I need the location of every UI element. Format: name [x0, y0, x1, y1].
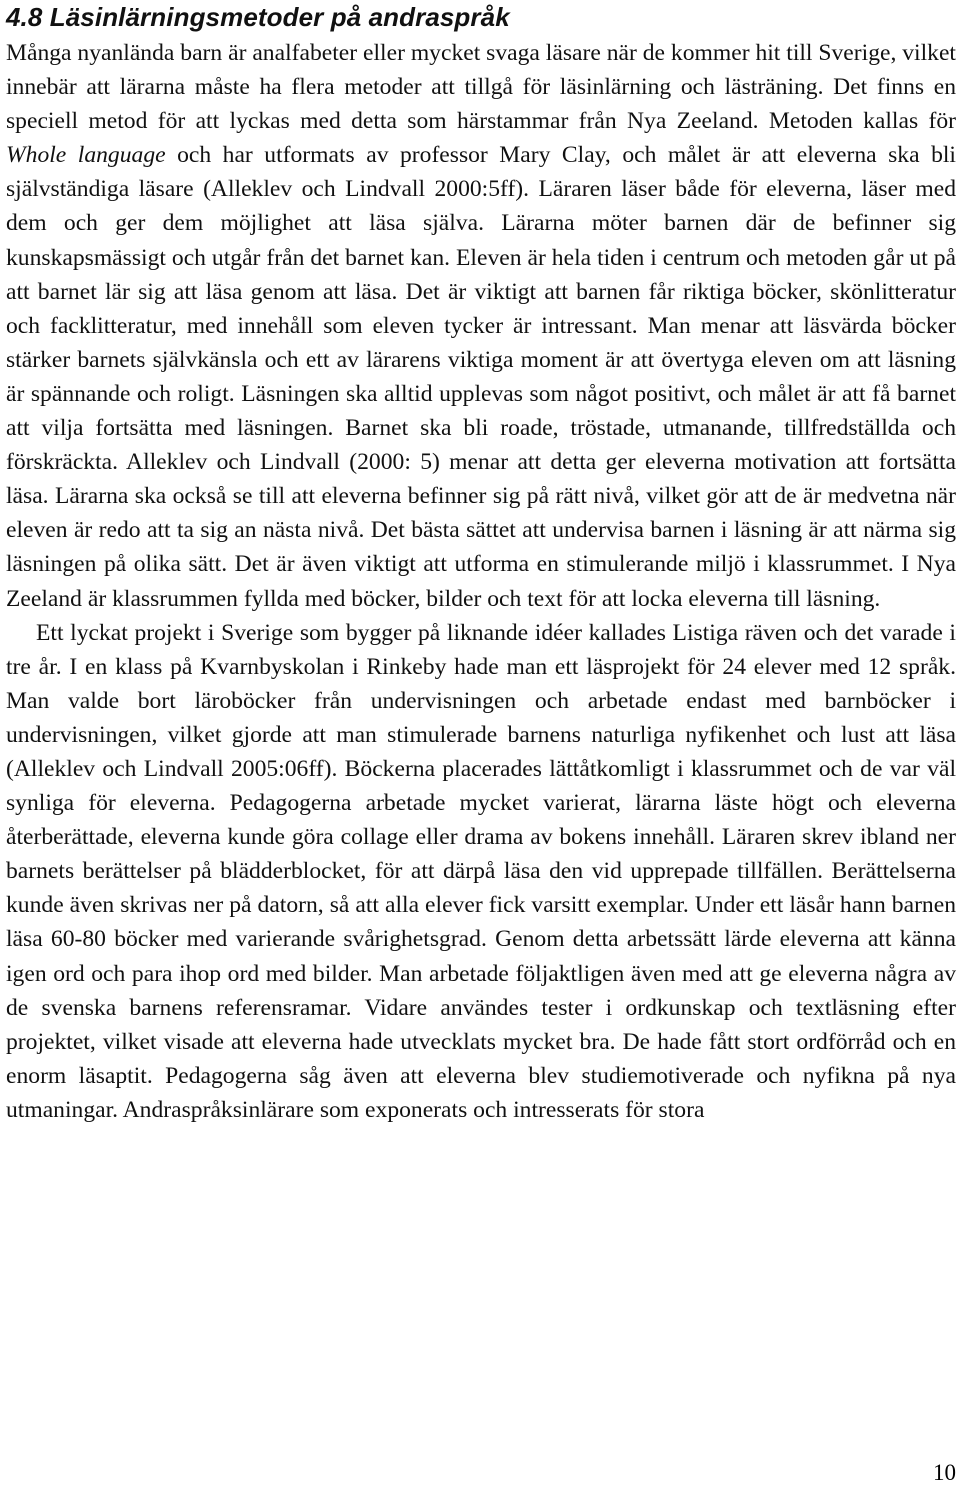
page-number: 10 — [933, 1460, 956, 1485]
paragraph-1 — [6, 36, 956, 616]
method-name-italic: Whole language — [6, 142, 166, 169]
section-heading: 4.8 Läsinlärningsmetoder på andraspråk — [6, 2, 510, 32]
paragraph-1-text-b: och har utformats av professor Mary Clay, och målet är att eleverna ska bli självständiga läsare (Alleklev och Lindvall 2000:5ff). Läraren läser både för eleverna, läser med dem och ger dem möjlighet att läsa själva. Lärarna möter barnen där de befinner sig kunskapsmässigt och utgår från det barnet kan. Eleven är hela tiden i centrum och metoden går ut på att barnet lär sig att läsa genom att läsa. Det är viktigt att barnen får riktiga böcker, skönlitteratur och facklitteratur, med innehåll som eleven tycker är intressant. Man menar att läsvärda böcker stärker barnets självkänsla och ett av lärarens viktiga moment är att övertyga eleven om att läsning är spännande och roligt. Läsningen ska alltid upplevas som något positivt, och målet är att få barnet att vilja fortsätta med läsningen. Barnet ska bli roade, tröstade, utmanande, tillfredställda och förskräckta. Alleklev och Lindvall (2000: 5) menar att detta ger eleverna motivation att fortsätta läsa. Lärarna ska också se till att eleverna befinner sig på rätt nivå, vilket gör att de är medvetna när eleven är redo att ta sig an nästa nivå. Det bästa sättet att undervisa barnen i läsning är att närma sig läsningen på olika sätt. Det är även viktigt att utforma en stimulerande miljö i klassrummet. I Nya Zeeland är klassrummen fyllda med böcker, bilder och text för att locka eleverna till läsning. — [6, 142, 956, 612]
paragraph-2: Ett lyckat projekt i Sverige som bygger på liknande idéer kallades Listiga räven och det varade i tre år. I en klass på Kvarnbyskolan i Rinkeby hade man ett läsprojekt för 24 elever med 12 språk. Man valde bort läroböcker från undervisningen och arbetade endast med barnböcker i undervisningen, vilket gjorde att man stimulerade barnens naturliga nyfikenhet och lust att läsa (Alleklev och Lindvall 2005:06ff). Böckerna placerades lättåtkomligt i klassrummet och de var väl synliga för eleverna. Pedagogerna arbetade mycket varierat, lärarna läste högt och eleverna återberättade, eleverna kunde göra collage eller drama av bokens innehåll. Läraren skrev ibland ner barnets berättelser på blädderblocket, för att därpå läsa den vid upprepade tillfällen. Berättelserna kunde även skrivas ner på datorn, så att alla elever fick varsitt exemplar. Under ett läsår hann barnen läsa 60-80 böcker med varierande svårighetsgrad. Genom detta arbetssätt lärde eleverna att känna igen ord och para ihop ord med bilder. Man arbetade följaktligen även med att ge eleverna några av de svenska barnens referensramar. Vidare användes tester i ordkunskap och textläsning efter projektet, vilket visade att eleverna hade utvecklats mycket bra. De hade fått stort ordförråd och en enorm läsaptit. Pedagogerna såg även att eleverna blev studiemotiverade och nyfikna på nya utmaningar. Andraspråksinlärare som exponerats och intresserats för stora — [6, 619, 956, 1123]
document-page — [6, 0, 956, 1127]
paragraph-1-text-a: Många nyanlända barn är analfabeter eller mycket svaga läsare när de kommer hit till Sverige, vilket innebär att lärarna måste ha flera metoder att tillgå för läsinlärning och lästräning. Det finns en speciell metod för att lyckas med detta som härstammar från Nya Zeeland. Metoden kallas för — [6, 40, 956, 135]
